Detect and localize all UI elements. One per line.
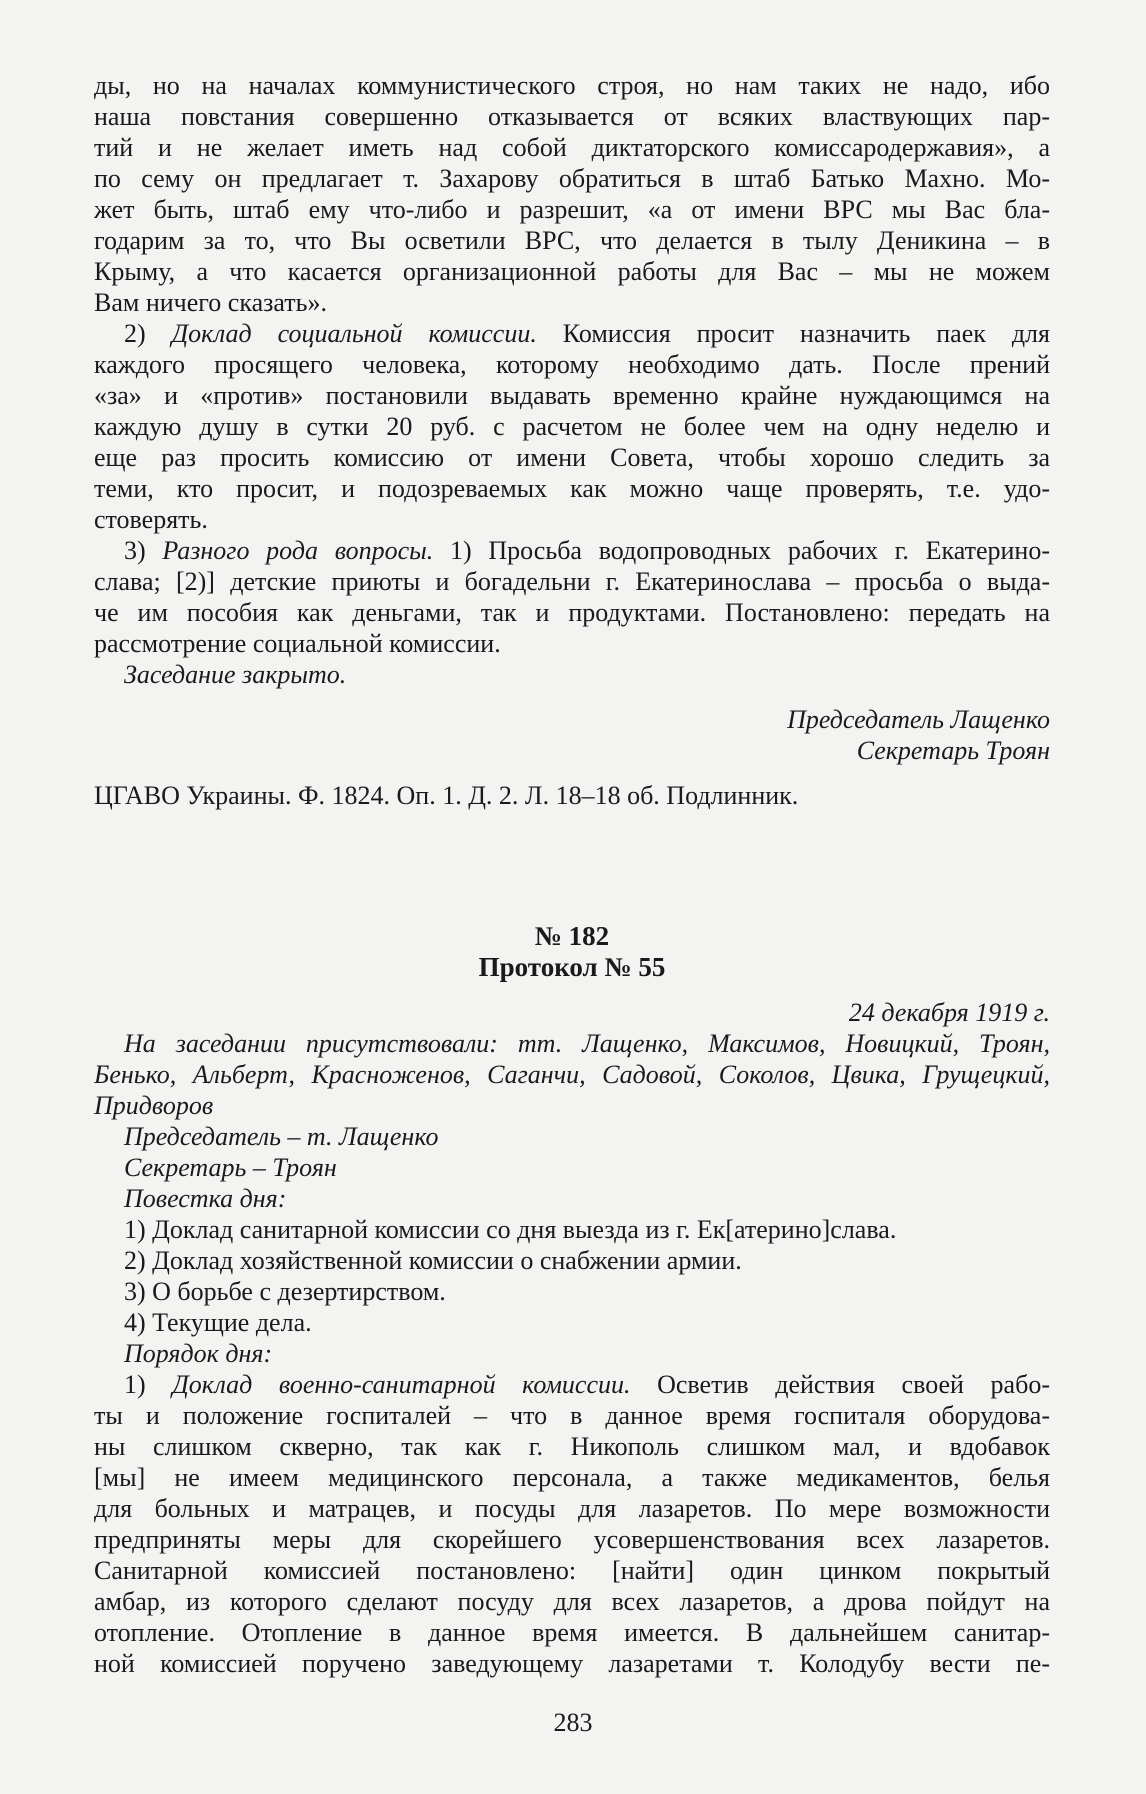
- text: по сему он предлагает т. Захарову обратиться в штаб Батько Махно. Мо-: [94, 164, 1050, 193]
- italic-text: Придворов: [94, 1091, 214, 1120]
- text: для больных и матрацев, и посуды для лазаретов. По мере возможности: [94, 1494, 1050, 1523]
- text: Комиссия просит назначить паек для: [536, 319, 1050, 348]
- italic-text: Порядок дня:: [124, 1339, 273, 1368]
- spacer: [94, 811, 1050, 921]
- text: че им пособия как деньгами, так и продуктами. Постановлено: передать на: [94, 598, 1050, 627]
- text: каждого просящего человека, которому необходимо дать. После прений: [94, 350, 1050, 379]
- italic-text: Доклад военно-санитарной комиссии.: [172, 1370, 631, 1399]
- text: теми, кто просит, и подозреваемых как можно чаще проверять, т.е. удо-: [94, 474, 1050, 503]
- text-line: [94, 225, 1050, 256]
- text-line: [94, 1214, 1050, 1245]
- italic-text: На заседании присутствовали: тт. Лащенко, Максимов, Новицкий, Троян,: [124, 1029, 1050, 1058]
- italic-text: Разного рода вопросы.: [162, 536, 434, 565]
- italic-text: Секретарь – Троян: [124, 1153, 337, 1182]
- text: Осветив действия своей рабо-: [630, 1370, 1050, 1399]
- text-line: [94, 380, 1050, 411]
- text-line: [94, 1059, 1050, 1090]
- text: 4) Текущие дела.: [124, 1308, 312, 1337]
- text-line: [94, 442, 1050, 473]
- text-line: [94, 163, 1050, 194]
- text-line: [94, 504, 1050, 535]
- text: 3): [124, 536, 163, 565]
- text-line: [94, 1028, 1050, 1059]
- text: № 182: [534, 921, 610, 951]
- text-line: [94, 1524, 1050, 1555]
- text-line: [94, 1276, 1050, 1307]
- text: слава; [2)] детские приюты и богадельни г. Екатеринослава – просьба о выда-: [94, 567, 1050, 596]
- text: Протокол № 55: [478, 952, 666, 982]
- text-line: [94, 780, 1050, 811]
- text-line: [94, 256, 1050, 287]
- text: Секретарь Троян: [856, 736, 1050, 765]
- text-line: [94, 132, 1050, 163]
- document-heading: [94, 921, 1050, 952]
- text-line: [94, 287, 1050, 318]
- text: предприняты меры для скорейшего усовершенствования всех лазаретов.: [94, 1525, 1050, 1554]
- text: 2): [124, 319, 172, 348]
- italic-text: Заседание закрыто.: [124, 660, 347, 689]
- text-line: [94, 1338, 1050, 1369]
- text: 24 декабря 1919 г.: [848, 998, 1050, 1027]
- text-line: [94, 1493, 1050, 1524]
- text-line: [94, 1245, 1050, 1276]
- text: [мы] не имеем медицинского персонала, а также медикаментов, белья: [94, 1463, 1050, 1492]
- italic-text: Бенько, Альберт, Красноженов, Саганчи, Садовой, Соколов, Цвика, Грущецкий,: [94, 1060, 1050, 1089]
- text-line: [94, 597, 1050, 628]
- text: каждую душу в сутки 20 руб. с расчетом не более чем на одну неделю и: [94, 412, 1050, 441]
- text-line: [94, 1431, 1050, 1462]
- text: Крыму, а что касается организационной работы для Вас – мы не можем: [94, 257, 1050, 286]
- text: наша повстания совершенно отказывается от всяких властвующих пар-: [94, 102, 1050, 131]
- text-line: [94, 1462, 1050, 1493]
- text-line: [94, 411, 1050, 442]
- text-line: [94, 1400, 1050, 1431]
- spacer: [94, 690, 1050, 704]
- text: еще раз просить комиссию от имени Совета, чтобы хорошо следить за: [94, 443, 1050, 472]
- text: рассмотрение социальной комиссии.: [94, 629, 501, 658]
- text-line: [94, 535, 1050, 566]
- text-line: [94, 1369, 1050, 1400]
- text-line: [94, 349, 1050, 380]
- text: «за» и «против» постановили выдавать временно крайне нуждающимся на: [94, 381, 1050, 410]
- text-line: [94, 1648, 1050, 1679]
- signature-line: [94, 704, 1050, 735]
- text: ты и положение госпиталей – что в данное время госпиталя оборудова-: [94, 1401, 1050, 1430]
- text: годарим за то, что Вы осветили ВРС, что делается в тылу Деникина – в: [94, 226, 1050, 255]
- text: тий и не желает иметь над собой диктаторского комиссародержавия», а: [94, 133, 1050, 162]
- text: 1) Просьба водопроводных рабочих г. Екатерино-: [433, 536, 1050, 565]
- text: стоверять.: [94, 505, 208, 534]
- text-line: [94, 628, 1050, 659]
- text-line: [94, 1617, 1050, 1648]
- italic-text: Доклад социальной комиссии.: [171, 319, 537, 348]
- text-line: [94, 1183, 1050, 1214]
- signature-line: [94, 997, 1050, 1028]
- signature-line: [94, 735, 1050, 766]
- spacer: [94, 766, 1050, 780]
- text: 3) О борьбе с дезертирством.: [124, 1277, 446, 1306]
- text-line: [94, 101, 1050, 132]
- page-number: 283: [553, 1708, 593, 1737]
- text: отопление. Отопление в данное время имеется. В дальнейшем санитар-: [94, 1618, 1050, 1647]
- text-line: [94, 473, 1050, 504]
- text: ды, но на началах коммунистического строя, но нам таких не надо, ибо: [94, 71, 1050, 100]
- italic-text: Повестка дня:: [124, 1184, 287, 1213]
- text-line: [94, 659, 1050, 690]
- text: 2) Доклад хозяйственной комиссии о снабжении армии.: [124, 1246, 742, 1275]
- text: ны слишком скверно, так как г. Никополь слишком мал, и вдобавок: [94, 1432, 1050, 1461]
- text: 1): [124, 1370, 173, 1399]
- text: ной комиссией поручено заведующему лазаретами т. Колодубу вести пе-: [94, 1649, 1050, 1678]
- spacer: [94, 983, 1050, 997]
- text-line: [94, 1555, 1050, 1586]
- text-line: [94, 1152, 1050, 1183]
- text: Санитарной комиссией постановлено: [найти] один цинком покрытый: [94, 1556, 1050, 1585]
- text-line: [94, 1586, 1050, 1617]
- text: жет быть, штаб ему что-либо и разрешит, «а от имени ВРС мы Вас бла-: [94, 195, 1050, 224]
- document-heading: [94, 952, 1050, 983]
- text-line: [94, 566, 1050, 597]
- text-line: [94, 194, 1050, 225]
- text: амбар, из которого сделают посуду для всех лазаретов, а дрова пойдут на: [94, 1587, 1050, 1616]
- italic-text: Председатель – т. Лащенко: [124, 1122, 439, 1151]
- document-page-body: [94, 70, 1050, 1679]
- text: Председатель Лащенко: [787, 705, 1050, 734]
- text-line: [94, 318, 1050, 349]
- text-line: [94, 1121, 1050, 1152]
- text: Вам ничего сказать».: [94, 288, 327, 317]
- text: 1) Доклад санитарной комиссии со дня выезда из г. Ек[атерино]слава.: [124, 1215, 897, 1244]
- text: ЦГАВО Украины. Ф. 1824. Оп. 1. Д. 2. Л. 18–18 об. Подлинник.: [94, 781, 799, 810]
- text-line: [94, 70, 1050, 101]
- text-line: [94, 1090, 1050, 1121]
- text-line: [94, 1307, 1050, 1338]
